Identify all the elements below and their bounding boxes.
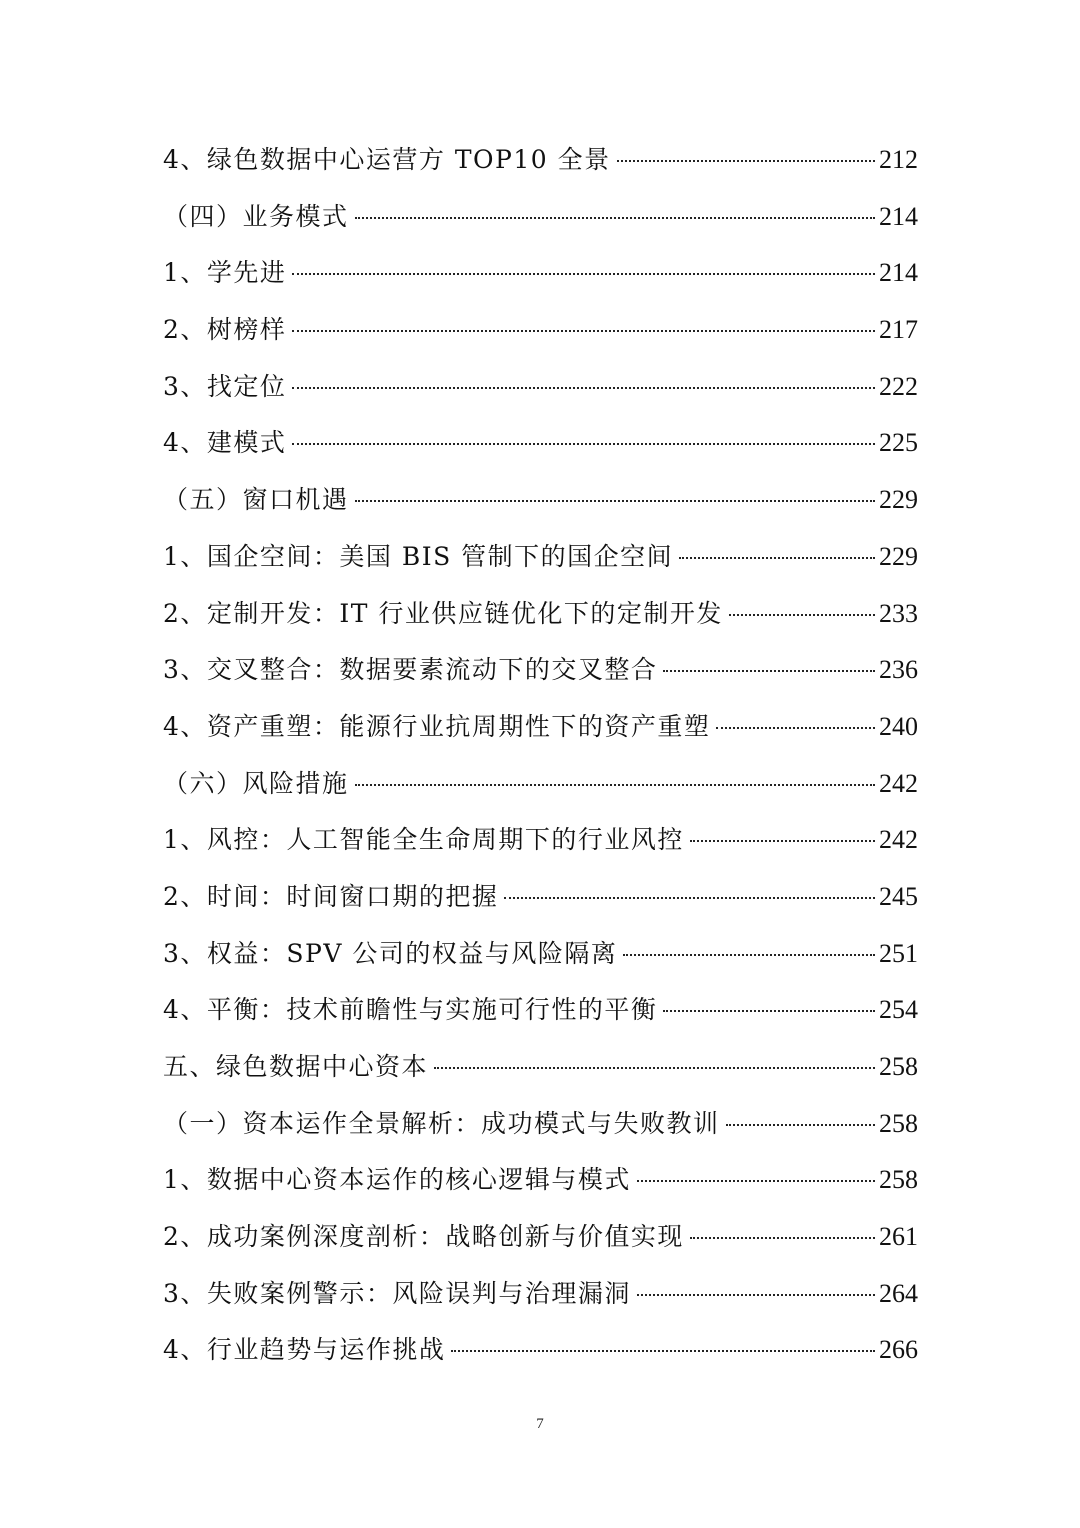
toc-dot-leader — [504, 897, 875, 899]
toc-dot-leader — [679, 557, 875, 559]
toc-entry-page: 258 — [879, 1165, 918, 1195]
toc-entry-title: 1、数据中心资本运作的核心逻辑与模式 — [163, 1165, 631, 1195]
toc-entry-page: 214 — [879, 258, 918, 288]
toc-dot-leader — [663, 670, 875, 672]
toc-entry[interactable] — [163, 756, 918, 813]
toc-dot-leader — [663, 1010, 875, 1012]
toc-entry-title: 2、时间：时间窗口期的把握 — [163, 881, 499, 911]
toc-entry[interactable] — [163, 1152, 918, 1209]
table-of-contents — [163, 132, 918, 1379]
toc-entry[interactable] — [163, 472, 918, 529]
toc-entry-title: 五、绿色数据中心资本 — [163, 1052, 429, 1081]
toc-entry-page: 245 — [879, 881, 918, 911]
toc-entry-title: 1、学先进 — [163, 258, 287, 288]
toc-entry-page: 214 — [879, 201, 918, 231]
toc-entry[interactable] — [163, 302, 918, 359]
toc-dot-leader — [617, 160, 875, 162]
toc-entry-title: 4、绿色数据中心运营方 TOP10 全景 — [163, 145, 611, 174]
toc-entry-title: 2、成功案例深度剖析：战略创新与价值实现 — [163, 1222, 684, 1252]
toc-dot-leader — [729, 614, 875, 616]
toc-entry-title: 3、失败案例警示：风险误判与治理漏洞 — [163, 1278, 631, 1308]
toc-entry[interactable] — [163, 699, 918, 756]
toc-entry-title: 1、国企空间：美国 BIS 管制下的国企空间 — [163, 541, 674, 571]
toc-dot-leader — [292, 387, 875, 389]
toc-dot-leader — [623, 954, 875, 956]
toc-entry-title: 4、建模式 — [163, 428, 287, 458]
toc-dot-leader — [292, 273, 875, 275]
toc-entry-page: 258 — [879, 1052, 918, 1081]
toc-entry-title: 2、树榜样 — [163, 315, 287, 345]
toc-entry-page: 229 — [879, 541, 918, 571]
toc-dot-leader — [637, 1294, 875, 1296]
toc-entry-title: 3、交叉整合：数据要素流动下的交叉整合 — [163, 655, 658, 685]
toc-dot-leader — [292, 443, 875, 445]
toc-entry[interactable] — [163, 529, 918, 586]
toc-entry-page: 258 — [879, 1108, 918, 1138]
toc-dot-leader — [716, 727, 875, 729]
toc-dot-leader — [726, 1124, 875, 1126]
toc-entry-page: 261 — [879, 1222, 918, 1252]
toc-entry[interactable] — [163, 189, 918, 246]
toc-dot-leader — [451, 1350, 875, 1352]
toc-entry[interactable] — [163, 245, 918, 302]
toc-entry-page: 242 — [879, 768, 918, 798]
toc-entry[interactable] — [163, 1096, 918, 1153]
toc-entry-title: （五）窗口机遇 — [163, 485, 349, 515]
toc-dot-leader — [637, 1180, 875, 1182]
toc-entry[interactable] — [163, 359, 918, 416]
toc-entry-title: 4、资产重塑：能源行业抗周期性下的资产重塑 — [163, 711, 711, 741]
toc-entry-title: 3、权益：SPV 公司的权益与风险隔离 — [163, 938, 618, 968]
toc-dot-leader — [690, 1237, 875, 1239]
toc-entry[interactable] — [163, 926, 918, 983]
toc-entry-page: 236 — [879, 655, 918, 685]
toc-entry-title: 3、找定位 — [163, 371, 287, 401]
toc-entry[interactable] — [163, 1266, 918, 1323]
toc-entry[interactable] — [163, 1322, 918, 1379]
toc-entry[interactable] — [163, 132, 918, 189]
toc-entry-page: 251 — [879, 938, 918, 968]
toc-dot-leader — [355, 500, 875, 502]
toc-entry-page: 242 — [879, 825, 918, 855]
toc-entry-title: 4、行业趋势与运作挑战 — [163, 1335, 446, 1365]
toc-entry-page: 212 — [879, 145, 918, 174]
toc-entry[interactable] — [163, 869, 918, 926]
toc-entry-title: （四）业务模式 — [163, 201, 349, 231]
toc-entry[interactable] — [163, 1209, 918, 1266]
toc-entry-page: 266 — [879, 1335, 918, 1365]
toc-entry[interactable] — [163, 415, 918, 472]
toc-entry-page: 254 — [879, 995, 918, 1025]
toc-dot-leader — [434, 1067, 875, 1069]
toc-entry[interactable] — [163, 982, 918, 1039]
toc-entry[interactable] — [163, 642, 918, 699]
toc-entry[interactable] — [163, 586, 918, 643]
toc-dot-leader — [690, 840, 875, 842]
toc-entry-page: 240 — [879, 711, 918, 741]
toc-dot-leader — [292, 330, 875, 332]
toc-entry-title: （六）风险措施 — [163, 768, 349, 798]
toc-entry-page: 229 — [879, 485, 918, 515]
toc-entry-title: 2、定制开发：IT 行业供应链优化下的定制开发 — [163, 598, 723, 628]
page-number: 7 — [536, 1416, 544, 1432]
toc-entry-title: 4、平衡：技术前瞻性与实施可行性的平衡 — [163, 995, 658, 1025]
toc-dot-leader — [355, 217, 875, 219]
toc-entry-page: 233 — [879, 598, 918, 628]
toc-entry-title: 1、风控：人工智能全生命周期下的行业风控 — [163, 825, 684, 855]
toc-entry-page: 222 — [879, 371, 918, 401]
toc-entry-page: 217 — [879, 315, 918, 345]
toc-entry[interactable] — [163, 812, 918, 869]
toc-dot-leader — [355, 784, 875, 786]
toc-entry[interactable] — [163, 1039, 918, 1096]
toc-entry-title: （一）资本运作全景解析：成功模式与失败教训 — [163, 1108, 720, 1138]
toc-entry-page: 225 — [879, 428, 918, 458]
toc-entry-page: 264 — [879, 1278, 918, 1308]
